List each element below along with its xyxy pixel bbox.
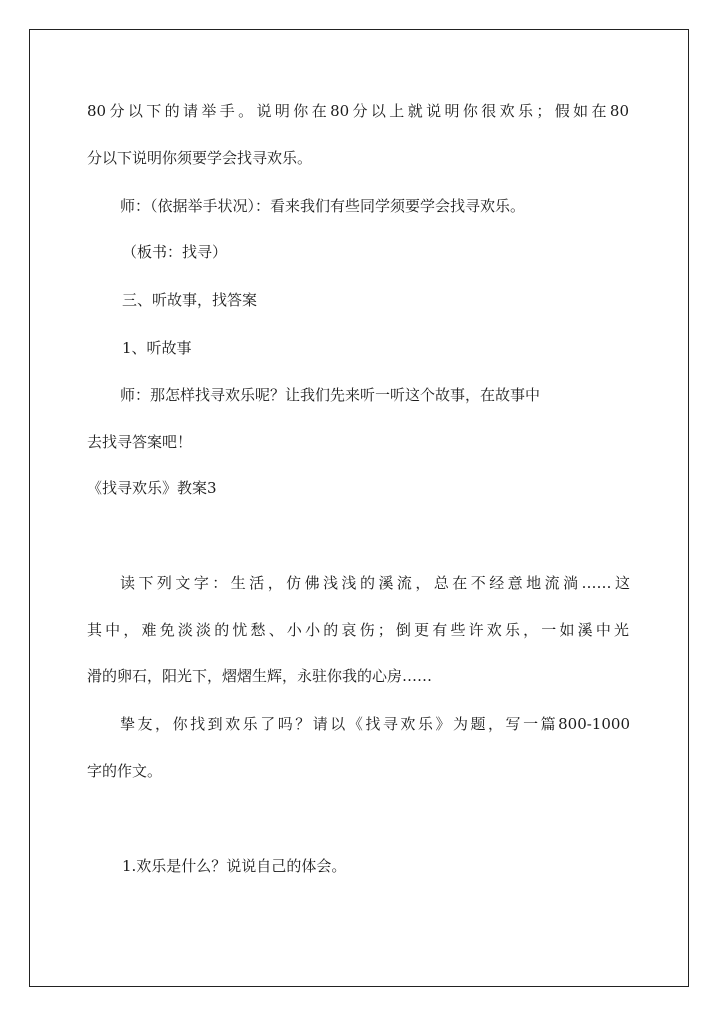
document-title: 《找寻欢乐》教案3	[87, 479, 217, 497]
question-item: 1.欢乐是什么？说说自己的体会。	[122, 857, 347, 875]
body-text-line: 师：（依据举手状况）：看来我们有些同学须要学会找寻欢乐。	[120, 197, 526, 215]
body-text-line: 去找寻答案吧！	[87, 433, 193, 451]
body-text-line: 80分以下的请举手。说明你在80分以上就说明你很欢乐；假如在80	[87, 102, 629, 120]
body-text-line: 字的作文。	[87, 762, 163, 780]
body-text-line: 读下列文字：生活，仿佛浅浅的溪流，总在不经意地流淌……这	[120, 574, 630, 592]
page-border	[29, 29, 689, 987]
body-text-line: 其中，难免淡淡的忧愁、小小的哀伤；倒更有些许欢乐，一如溪中光	[87, 621, 629, 639]
body-text-line: 师：那怎样找寻欢乐呢？让我们先来听一听这个故事，在故事中	[120, 386, 541, 404]
body-text-line: 分以下说明你须要学会找寻欢乐。	[87, 149, 313, 167]
body-text-line: 滑的卵石，阳光下，熠熠生辉，永驻你我的心房……	[87, 667, 433, 685]
body-text-line: 挚友，你找到欢乐了吗？请以《找寻欢乐》为题，写一篇800-1000	[120, 715, 630, 733]
subsection-heading: 1、听故事	[122, 339, 192, 357]
section-heading: 三、听故事，找答案	[122, 291, 258, 309]
body-text-line: （板书：找寻）	[122, 243, 228, 261]
